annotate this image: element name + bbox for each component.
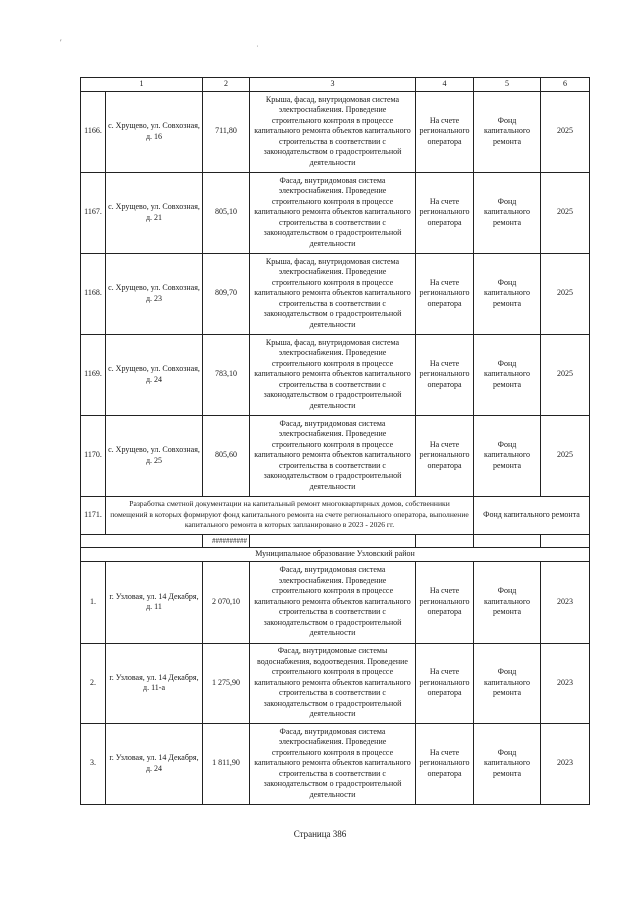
work-description-cell: Фасад, внутридомовая система электроснабжения. Проведение строительного контроля в процессе капитального ремонта объектов капитального строительства в соответствии с законодательством о градостроительной деятельности (250, 415, 416, 496)
row-number: 1. (81, 561, 106, 643)
work-description-cell: Фасад, внутридомовая система электроснабжения. Проведение строительного контроля в процессе капитального ремонта объектов капитального строительства в соответствии с законодательством о градостроительной деятельности (250, 723, 416, 804)
method-cell: На счете регионального оператора (416, 561, 474, 643)
method-cell: На счете регионального оператора (416, 334, 474, 415)
header-cell: 2 (203, 78, 250, 92)
header-cell: 5 (474, 78, 541, 92)
year-cell: 2025 (541, 415, 590, 496)
method-cell: На счете регионального оператора (416, 723, 474, 804)
fund-cell: Фонд капитального ремонта (474, 415, 541, 496)
work-description-cell: Фасад, внутридомовая система электроснабжения. Проведение строительного контроля в процессе капитального ремонта объектов капитального строительства в соответствии с законодательством о градостроительной деятельности (250, 561, 416, 643)
year-cell: 2023 (541, 643, 590, 723)
header-row (81, 78, 590, 92)
address-cell: г. Узловая, ул. 14 Декабря, д. 11-а (106, 643, 203, 723)
fund-cell: Фонд капитального ремонта (474, 723, 541, 804)
method-cell: На счете регионального оператора (416, 415, 474, 496)
row-number: 1170. (81, 415, 106, 496)
estimate-description-cell: Разработка сметной документации на капитальный ремонт многоквартирных домов, собственники помещений в которых формируют фонд капитального ремонта на счете регионального оператора, выполнение капитального ремонта в которых запланировано в 2023 - 2026 гг. (106, 496, 474, 534)
year-cell: 2025 (541, 253, 590, 334)
method-cell: На счете регионального оператора (416, 91, 474, 172)
address-cell: г. Узловая, ул. 14 Декабря, д. 11 (106, 561, 203, 643)
fund-cell: Фонд капитального ремонта (474, 496, 590, 534)
empty-cell (474, 534, 541, 548)
year-cell: 2023 (541, 723, 590, 804)
address-cell: с. Хрущево, ул. Совхозная, д. 24 (106, 334, 203, 415)
fund-cell: Фонд капитального ремонта (474, 172, 541, 253)
subtotal-row (81, 534, 590, 548)
section-row (81, 548, 590, 562)
year-cell: 2023 (541, 561, 590, 643)
fund-cell: Фонд капитального ремонта (474, 643, 541, 723)
row-number: 1168. (81, 253, 106, 334)
area-cell: 1 275,90 (203, 643, 250, 723)
table-row (81, 643, 590, 723)
area-cell: 783,10 (203, 334, 250, 415)
work-description-cell: Крыша, фасад, внутридомовая система электроснабжения. Проведение строительного контроля в процессе капитального ремонта объектов капитального строительства в соответствии с законодательством о градостроительной деятельности (250, 91, 416, 172)
empty-cell (250, 534, 416, 548)
header-cell: 4 (416, 78, 474, 92)
row-number: 1169. (81, 334, 106, 415)
empty-cell (416, 534, 474, 548)
work-description-cell: Фасад, внутридомовая система электроснабжения. Проведение строительного контроля в процессе капитального ремонта объектов капитального строительства в соответствии с законодательством о градостроительной деятельности (250, 172, 416, 253)
overflow-value-cell: ########## (203, 534, 250, 548)
fund-cell: Фонд капитального ремонта (474, 561, 541, 643)
scan-mark: ′ (60, 38, 62, 47)
area-cell: 805,60 (203, 415, 250, 496)
year-cell: 2025 (541, 91, 590, 172)
method-cell: На счете регионального оператора (416, 253, 474, 334)
table-row (81, 91, 590, 172)
table-row (81, 334, 590, 415)
page-number: Страница 386 (293, 829, 347, 839)
table-row (81, 415, 590, 496)
capital-repair-table (80, 77, 590, 805)
fund-cell: Фонд капитального ремонта (474, 334, 541, 415)
address-cell: с. Хрущево, ул. Совхозная, д. 21 (106, 172, 203, 253)
work-description-cell: Фасад, внутридомовые системы водоснабжения, водоотведения. Проведение строительного контроля в процессе капитального ремонта объектов капитального строительства в соответствии с законодательством о градостроительной деятельности (250, 643, 416, 723)
area-cell: 711,80 (203, 91, 250, 172)
work-description-cell: Крыша, фасад, внутридомовая система электроснабжения. Проведение строительного контроля в процессе капитального ремонта объектов капитального строительства в соответствии с законодательством о градостроительной деятельности (250, 334, 416, 415)
estimate-row (81, 496, 590, 534)
address-cell: с. Хрущево, ул. Совхозная, д. 23 (106, 253, 203, 334)
header-cell: 6 (541, 78, 590, 92)
address-cell: г. Узловая, ул. 14 Декабря, д. 24 (106, 723, 203, 804)
empty-cell (541, 534, 590, 548)
area-cell: 805,10 (203, 172, 250, 253)
year-cell: 2025 (541, 172, 590, 253)
table-row (81, 561, 590, 643)
row-number: 2. (81, 643, 106, 723)
method-cell: На счете регионального оператора (416, 172, 474, 253)
header-cell: 3 (250, 78, 416, 92)
area-cell: 1 811,90 (203, 723, 250, 804)
row-number: 1167. (81, 172, 106, 253)
area-cell: 809,70 (203, 253, 250, 334)
table-row (81, 723, 590, 804)
row-number: 1166. (81, 91, 106, 172)
address-cell: с. Хрущево, ул. Совхозная, д. 16 (106, 91, 203, 172)
empty-cell (81, 534, 203, 548)
table-row (81, 253, 590, 334)
table-row (81, 172, 590, 253)
address-cell: с. Хрущево, ул. Совхозная, д. 25 (106, 415, 203, 496)
row-number: 3. (81, 723, 106, 804)
method-cell: На счете регионального оператора (416, 643, 474, 723)
municipality-heading: Муниципальное образование Узловский район (81, 548, 590, 562)
header-cell: 1 (81, 78, 203, 92)
fund-cell: Фонд капитального ремонта (474, 91, 541, 172)
fund-cell: Фонд капитального ремонта (474, 253, 541, 334)
scan-mark: ˙ (256, 44, 259, 53)
row-number: 1171. (81, 496, 106, 534)
area-cell: 2 070,10 (203, 561, 250, 643)
work-description-cell: Крыша, фасад, внутридомовая система электроснабжения. Проведение строительного контроля в процессе капитального ремонта объектов капитального строительства в соответствии с законодательством о градостроительной деятельности (250, 253, 416, 334)
year-cell: 2025 (541, 334, 590, 415)
